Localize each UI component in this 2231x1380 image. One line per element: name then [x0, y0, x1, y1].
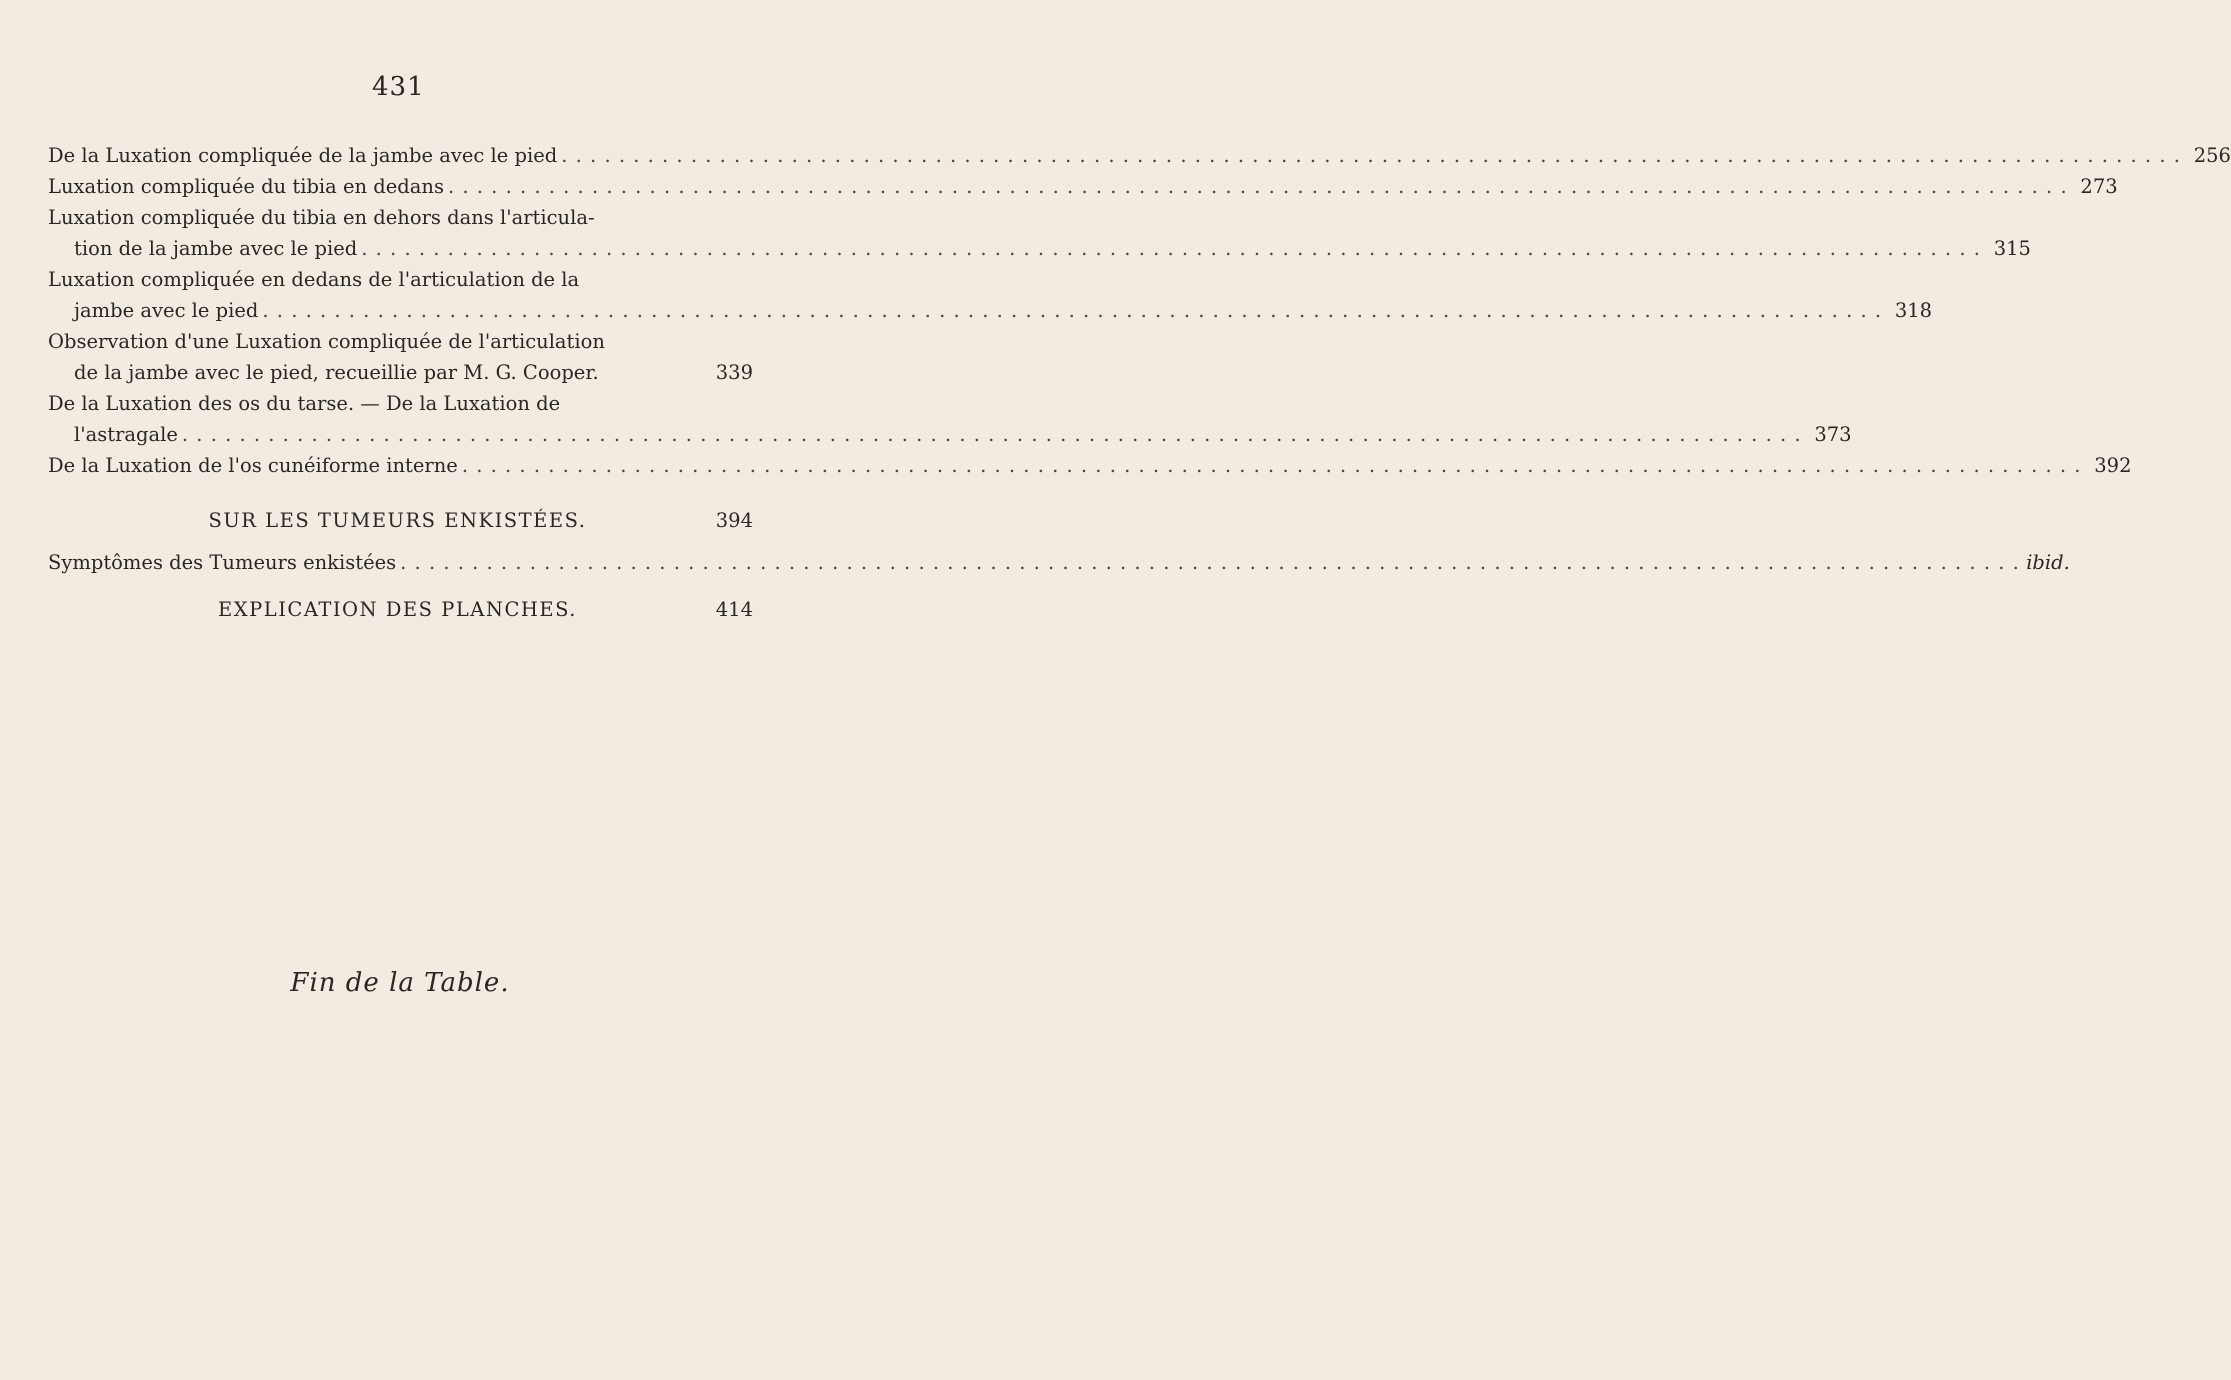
- toc-entry-text: Symptômes des Tumeurs enkistées: [48, 551, 397, 574]
- toc-entry-page: 256: [2193, 144, 2231, 167]
- toc-entry-page: 339: [715, 361, 753, 384]
- toc-entry-text-line: Luxation compliquée en dedans de l'articulation de la: [48, 268, 580, 291]
- section-heading-page: 394: [715, 509, 753, 532]
- section-heading: [48, 503, 753, 539]
- toc-entry: [48, 547, 2070, 578]
- toc-entry: [48, 450, 2132, 481]
- section-heading-title: SUR LES TUMEURS ENKISTÉES.: [208, 509, 587, 532]
- toc-entry-page: 318: [1894, 299, 1933, 322]
- toc-entry-text: jambe avec le pied: [74, 299, 259, 322]
- toc-entry-page: ibid.: [2026, 551, 2070, 574]
- toc-entry-page: 315: [1993, 237, 2031, 260]
- toc-entry: [48, 171, 2118, 202]
- page-number: 431: [372, 72, 425, 102]
- dot-leader: [561, 140, 2181, 171]
- dot-leader: [400, 547, 2020, 578]
- dot-leader: [448, 171, 2068, 202]
- dot-leader: [361, 233, 1981, 264]
- toc-entry: [48, 357, 753, 388]
- toc-entry-text: l'astragale: [74, 423, 178, 446]
- toc-entry: [48, 295, 1933, 326]
- closing-line: Fin de la Table.: [290, 968, 510, 998]
- toc-entry-text: de la jambe avec le pied, recueillie par M. G. Cooper.: [74, 361, 599, 384]
- toc-entry: [48, 233, 2031, 264]
- dot-leader: [182, 419, 1802, 450]
- toc-entry-text-line: De la Luxation des os du tarse. — De la Luxation de: [48, 392, 561, 415]
- toc-entry-text-line: Luxation compliquée du tibia en dehors dans l'articula-: [48, 206, 595, 229]
- dot-leader: [462, 450, 2082, 481]
- toc-entry-text: De la Luxation compliquée de la jambe avec le pied: [48, 144, 558, 167]
- section-heading: [48, 592, 753, 628]
- dot-leader: [262, 295, 1882, 326]
- toc-entry: [48, 419, 1852, 450]
- section-heading-title: EXPLICATION DES PLANCHES.: [218, 598, 577, 621]
- toc-entry-text: Luxation compliquée du tibia en dedans: [48, 175, 444, 198]
- toc-entry-page: 273: [2080, 175, 2118, 198]
- toc-entry-text: tion de la jambe avec le pied: [74, 237, 358, 260]
- toc-entry-text-line: Observation d'une Luxation compliquée de l'articulation: [48, 330, 605, 353]
- toc-entry: [48, 140, 2231, 171]
- toc-entry-page: 392: [2094, 454, 2132, 477]
- toc-entry-text: De la Luxation de l'os cunéiforme interne: [48, 454, 458, 477]
- toc-entry-page: 373: [1814, 423, 1852, 446]
- section-heading-page: 414: [715, 598, 753, 621]
- table-of-contents: [48, 140, 2231, 628]
